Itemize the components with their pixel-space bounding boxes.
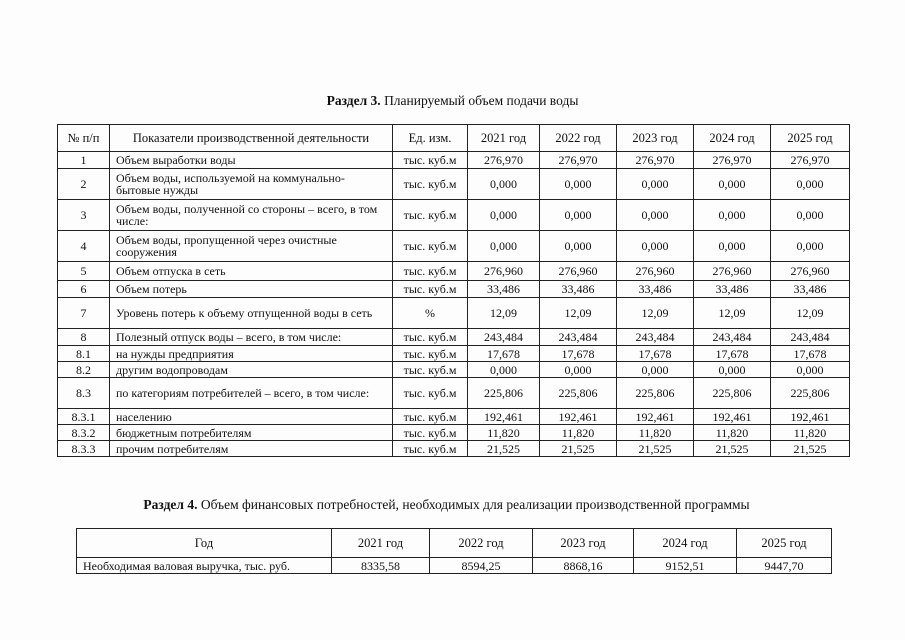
row-number: 8.2 — [58, 362, 110, 378]
row-value-2023: 12,09 — [617, 298, 694, 329]
row-indicator: Уровень потерь к объему отпущенной воды в сеть — [110, 298, 393, 329]
row-value-2025: 276,970 — [771, 152, 850, 169]
row-number: 8 — [58, 329, 110, 346]
table-row — [58, 200, 850, 231]
header-year-2025: 2025 год — [737, 529, 832, 558]
row-value-2024: 243,484 — [694, 329, 771, 346]
table-row — [58, 169, 850, 200]
section3-title-number: Раздел 3. — [326, 93, 381, 108]
row-unit: тыс. куб.м — [393, 362, 468, 378]
table-row — [58, 298, 850, 329]
row-value-2021: 243,484 — [468, 329, 540, 346]
row-value-2025: 225,806 — [771, 378, 850, 409]
row-value-2021: 12,09 — [468, 298, 540, 329]
row-value-2022: 225,806 — [540, 378, 617, 409]
row-value-2024: 276,960 — [694, 262, 771, 281]
table-row — [58, 152, 850, 169]
header-year-label: Год — [77, 529, 332, 558]
row-number: 4 — [58, 231, 110, 262]
section4-title-text: Объем финансовых потребностей, необходимых для реализации производственной программы — [197, 497, 750, 512]
table-row — [58, 346, 850, 362]
row-value-2021: 33,486 — [468, 281, 540, 298]
row-value-2022: 0,000 — [540, 231, 617, 262]
row-value-2021: 225,806 — [468, 378, 540, 409]
row-value-2023: 0,000 — [617, 200, 694, 231]
row-unit: тыс. куб.м — [393, 425, 468, 441]
row-value-2023: 243,484 — [617, 329, 694, 346]
row-indicator: на нужды предприятия — [110, 346, 393, 362]
row-number: 5 — [58, 262, 110, 281]
row-value-2022: 243,484 — [540, 329, 617, 346]
row-value-2025: 243,484 — [771, 329, 850, 346]
row-value-2025: 12,09 — [771, 298, 850, 329]
row-value-2024: 225,806 — [694, 378, 771, 409]
row-value-2023: 33,486 — [617, 281, 694, 298]
row-value-2024: 17,678 — [694, 346, 771, 362]
row-unit: тыс. куб.м — [393, 441, 468, 457]
revenue-2021: 8335,58 — [332, 558, 430, 574]
row-unit: тыс. куб.м — [393, 200, 468, 231]
row-value-2023: 225,806 — [617, 378, 694, 409]
row-value-2023: 11,820 — [617, 425, 694, 441]
row-indicator: Объем выработки воды — [110, 152, 393, 169]
row-indicator: Объем воды, полученной со стороны – всего, в том числе: — [110, 200, 393, 231]
section4-title — [0, 497, 899, 513]
revenue-2023: 8868,16 — [533, 558, 634, 574]
row-value-2025: 11,820 — [771, 425, 850, 441]
row-indicator: по категориям потребителей – всего, в том числе: — [110, 378, 393, 409]
row-number: 6 — [58, 281, 110, 298]
section3-title — [0, 93, 905, 109]
row-value-2025: 0,000 — [771, 169, 850, 200]
table-row — [58, 409, 850, 425]
row-number: 1 — [58, 152, 110, 169]
table-row — [58, 262, 850, 281]
row-value-2024: 0,000 — [694, 169, 771, 200]
row-unit: тыс. куб.м — [393, 329, 468, 346]
row-value-2022: 12,09 — [540, 298, 617, 329]
table-row — [77, 558, 832, 574]
row-indicator: Объем воды, используемой на коммунально-бытовые нужды — [110, 169, 393, 200]
row-indicator: населению — [110, 409, 393, 425]
row-value-2023: 0,000 — [617, 362, 694, 378]
row-number: 8.3.3 — [58, 441, 110, 457]
section3-title-text: Планируемый объем подачи воды — [380, 93, 579, 108]
row-number: 3 — [58, 200, 110, 231]
row-value-2024: 276,970 — [694, 152, 771, 169]
row-value-2021: 192,461 — [468, 409, 540, 425]
row-value-2024: 11,820 — [694, 425, 771, 441]
row-number: 8.3 — [58, 378, 110, 409]
row-value-2021: 21,525 — [468, 441, 540, 457]
row-value-2024: 192,461 — [694, 409, 771, 425]
row-value-2024: 0,000 — [694, 231, 771, 262]
row-value-2023: 0,000 — [617, 169, 694, 200]
row-indicator: Объем потерь — [110, 281, 393, 298]
row-value-2025: 33,486 — [771, 281, 850, 298]
row-number: 2 — [58, 169, 110, 200]
row-value-2022: 276,960 — [540, 262, 617, 281]
row-unit: тыс. куб.м — [393, 281, 468, 298]
row-number: 8.3.1 — [58, 409, 110, 425]
revenue-label: Необходимая валовая выручка, тыс. руб. — [77, 558, 332, 574]
row-value-2022: 17,678 — [540, 346, 617, 362]
row-value-2024: 21,525 — [694, 441, 771, 457]
row-value-2022: 0,000 — [540, 200, 617, 231]
row-unit: тыс. куб.м — [393, 152, 468, 169]
row-value-2023: 17,678 — [617, 346, 694, 362]
row-indicator: другим водопроводам — [110, 362, 393, 378]
row-value-2024: 0,000 — [694, 200, 771, 231]
row-value-2025: 0,000 — [771, 200, 850, 231]
row-unit: тыс. куб.м — [393, 231, 468, 262]
table-row — [58, 281, 850, 298]
row-value-2022: 11,820 — [540, 425, 617, 441]
row-indicator: Объем отпуска в сеть — [110, 262, 393, 281]
row-value-2021: 0,000 — [468, 200, 540, 231]
row-value-2025: 17,678 — [771, 346, 850, 362]
header-year-2023: 2023 год — [533, 529, 634, 558]
row-unit: тыс. куб.м — [393, 346, 468, 362]
header-unit: Ед. изм. — [393, 125, 468, 152]
row-indicator: бюджетным потребителям — [110, 425, 393, 441]
row-indicator: прочим потребителям — [110, 441, 393, 457]
row-value-2022: 0,000 — [540, 169, 617, 200]
revenue-2022: 8594,25 — [430, 558, 533, 574]
row-number: 8.1 — [58, 346, 110, 362]
section4-title-number: Раздел 4. — [143, 497, 198, 512]
row-value-2025: 192,461 — [771, 409, 850, 425]
row-number: 7 — [58, 298, 110, 329]
header-year-2021: 2021 год — [468, 125, 540, 152]
row-value-2024: 12,09 — [694, 298, 771, 329]
row-value-2021: 276,970 — [468, 152, 540, 169]
financial-needs-table — [76, 528, 832, 574]
row-value-2024: 33,486 — [694, 281, 771, 298]
header-year-2024: 2024 год — [694, 125, 771, 152]
row-value-2025: 276,960 — [771, 262, 850, 281]
row-value-2024: 0,000 — [694, 362, 771, 378]
row-value-2022: 0,000 — [540, 362, 617, 378]
row-value-2021: 0,000 — [468, 231, 540, 262]
water-supply-table — [57, 124, 850, 457]
header-year-2023: 2023 год — [617, 125, 694, 152]
row-value-2023: 0,000 — [617, 231, 694, 262]
row-number: 8.3.2 — [58, 425, 110, 441]
row-value-2023: 276,970 — [617, 152, 694, 169]
header-year-2022: 2022 год — [430, 529, 533, 558]
row-unit: тыс. куб.м — [393, 262, 468, 281]
row-value-2022: 33,486 — [540, 281, 617, 298]
row-value-2025: 0,000 — [771, 231, 850, 262]
row-unit: тыс. куб.м — [393, 378, 468, 409]
header-year-2024: 2024 год — [634, 529, 737, 558]
row-value-2023: 192,461 — [617, 409, 694, 425]
row-value-2023: 21,525 — [617, 441, 694, 457]
table-row — [58, 231, 850, 262]
row-indicator: Объем воды, пропущенной через очистные сооружения — [110, 231, 393, 262]
table-row — [58, 362, 850, 378]
table-header-row — [77, 529, 832, 558]
row-value-2021: 0,000 — [468, 169, 540, 200]
row-unit: % — [393, 298, 468, 329]
header-year-2022: 2022 год — [540, 125, 617, 152]
table-row — [58, 378, 850, 409]
row-value-2021: 11,820 — [468, 425, 540, 441]
header-indicator: Показатели производственной деятельности — [110, 125, 393, 152]
table-row — [58, 425, 850, 441]
table-header-row — [58, 125, 850, 152]
row-value-2021: 17,678 — [468, 346, 540, 362]
table-row — [58, 329, 850, 346]
row-unit: тыс. куб.м — [393, 409, 468, 425]
table-row — [58, 441, 850, 457]
row-value-2025: 21,525 — [771, 441, 850, 457]
row-value-2022: 276,970 — [540, 152, 617, 169]
row-value-2021: 276,960 — [468, 262, 540, 281]
row-value-2023: 276,960 — [617, 262, 694, 281]
row-value-2022: 21,525 — [540, 441, 617, 457]
header-year-2025: 2025 год — [771, 125, 850, 152]
row-value-2021: 0,000 — [468, 362, 540, 378]
header-year-2021: 2021 год — [332, 529, 430, 558]
revenue-2025: 9447,70 — [737, 558, 832, 574]
row-indicator: Полезный отпуск воды – всего, в том числе: — [110, 329, 393, 346]
header-num: № п/п — [58, 125, 110, 152]
row-unit: тыс. куб.м — [393, 169, 468, 200]
row-value-2025: 0,000 — [771, 362, 850, 378]
revenue-2024: 9152,51 — [634, 558, 737, 574]
row-value-2022: 192,461 — [540, 409, 617, 425]
